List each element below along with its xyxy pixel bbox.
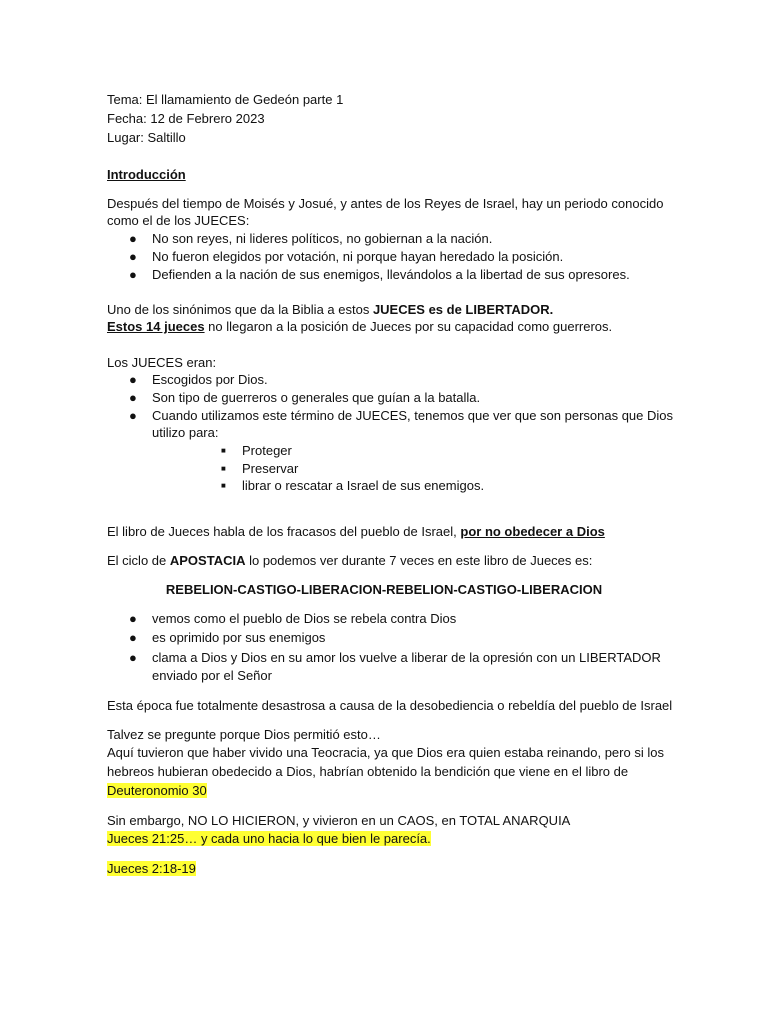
sinonimos-bold: JUECES es de LIBERTADOR.: [372, 302, 554, 317]
talvez-line: Aquí tuvieron que haber vivido una Teocracia, ya que Dios era quien estaba reinando, pero si los: [107, 745, 664, 760]
deuteronomio-ref: [107, 782, 207, 800]
highlighted-ref: Jueces 2:18-19: [107, 861, 196, 876]
list-item: Escogidos por Dios.: [152, 372, 268, 387]
ciclo-bold: APOSTACIA: [169, 553, 246, 568]
list-item: No fueron elegidos por votación, ni porque hayan heredado la posición.: [152, 249, 564, 264]
talvez-line: hebreos hubieran obedecido a Dios, habrían obtenido la bendición que viene en el libro de: [107, 764, 629, 779]
list-item-continuation: utilizo para:: [152, 425, 219, 440]
bullet-icon: ●: [129, 372, 137, 387]
ciclo-line: [107, 552, 592, 570]
list-item: No son reyes, ni lideres políticos, no gobiernan a la nación.: [152, 231, 493, 246]
libro-line: [107, 523, 605, 541]
list-item-continuation: enviado por el Señor: [152, 668, 272, 683]
square-bullet-icon: ■: [221, 464, 226, 473]
jueces-rest: no llegaron a la posición de Jueces por su capacidad como guerreros.: [204, 319, 613, 334]
libro-bold: por no obedecer a Dios: [460, 524, 605, 539]
tema-line: Tema: El llamamiento de Gedeón parte 1: [107, 92, 344, 107]
bullet-icon: ●: [129, 390, 137, 405]
intro-paragraph-line: Después del tiempo de Moisés y Josué, y antes de los Reyes de Israel, hay un periodo conocido: [107, 196, 664, 211]
ciclo-text: El ciclo de: [107, 553, 170, 568]
bullet-icon: ●: [129, 408, 137, 423]
jueces-bold: Estos 14 jueces: [107, 319, 205, 334]
lugar-line: Lugar: Saltillo: [107, 130, 186, 145]
ciclo-text: lo podemos ver durante 7 veces en este libro de Jueces es:: [245, 553, 593, 568]
jueces-eran-heading: Los JUECES eran:: [107, 355, 217, 370]
highlighted-ref: Jueces 21:25… y cada uno hacia lo que bien le parecía.: [107, 831, 431, 846]
intro-heading: Introducción: [107, 167, 186, 182]
epoca-line: Esta época fue totalmente desastrosa a causa de la desobediencia o rebeldía del pueblo de Israel: [107, 698, 673, 713]
jueces-2-ref: [107, 860, 196, 878]
list-item: Cuando utilizamos este término de JUECES, tenemos que ver que son personas que Dios: [152, 408, 674, 423]
sinonimos-line: [107, 301, 553, 319]
square-bullet-icon: ■: [221, 481, 226, 490]
sin-embargo-line: Sin embargo, NO LO HICIERON, y vivieron en un CAOS, en TOTAL ANARQUIA: [107, 813, 571, 828]
square-bullet-icon: ■: [221, 446, 226, 455]
list-item: Defienden a la nación de sus enemigos, llevándolos a la libertad de sus opresores.: [152, 267, 630, 282]
jueces-21-ref: [107, 830, 431, 848]
sub-list-item: Preservar: [242, 461, 299, 476]
bullet-icon: ●: [129, 267, 137, 282]
talvez-line: Talvez se pregunte porque Dios permitió esto…: [107, 727, 381, 742]
intro-paragraph-line: como el de los JUECES:: [107, 213, 250, 228]
bullet-icon: ●: [129, 650, 137, 665]
sinonimos-text: Uno de los sinónimos que da la Biblia a estos: [107, 302, 373, 317]
jueces-line: [107, 318, 612, 336]
highlighted-ref: Deuteronomio 30: [107, 783, 207, 798]
sub-list-item: Proteger: [242, 443, 292, 458]
ciclo-sequence: REBELION-CASTIGO-LIBERACION-REBELION-CASTIGO-LIBERACION: [165, 582, 603, 597]
list-item: es oprimido por sus enemigos: [152, 630, 326, 645]
bullet-icon: ●: [129, 231, 137, 246]
bullet-icon: ●: [129, 249, 137, 264]
bullet-icon: ●: [129, 611, 137, 626]
libro-text: El libro de Jueces habla de los fracasos del pueblo de Israel,: [107, 524, 461, 539]
bullet-icon: ●: [129, 630, 137, 645]
list-item: vemos como el pueblo de Dios se rebela contra Dios: [152, 611, 457, 626]
fecha-line: Fecha: 12 de Febrero 2023: [107, 111, 265, 126]
sub-list-item: librar o rescatar a Israel de sus enemigos.: [242, 478, 485, 493]
list-item: clama a Dios y Dios en su amor los vuelve a liberar de la opresión con un LIBERTADOR: [152, 650, 661, 665]
list-item: Son tipo de guerreros o generales que guían a la batalla.: [152, 390, 481, 405]
